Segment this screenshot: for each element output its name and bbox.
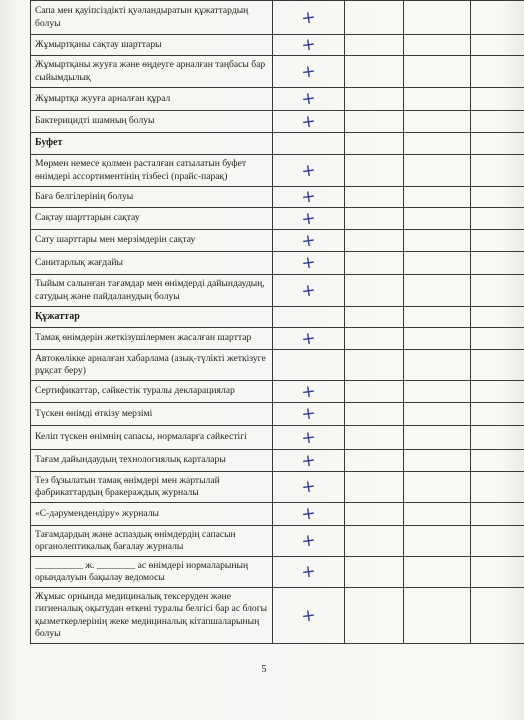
empty-cell: [345, 503, 404, 526]
compliance-mark-cell: [273, 111, 345, 133]
requirement-text: Тағам дайындаудың технологиялық карталары: [31, 450, 273, 472]
checklist-row: [31, 381, 524, 403]
requirement-text: Келіп түскен өнімнің сапасы, нормаларға сәйкестігі: [31, 426, 273, 450]
checklist-row: [31, 35, 524, 56]
checklist-row: [31, 588, 524, 644]
empty-cell: [404, 328, 471, 350]
handwritten-plus-mark: +: [300, 207, 317, 230]
handwritten-plus-mark: +: [300, 403, 317, 425]
section-header-row: [31, 133, 524, 155]
compliance-mark-cell: [273, 588, 345, 644]
checklist-row: [31, 1, 524, 35]
empty-cell: [345, 426, 404, 450]
empty-cell: [471, 111, 524, 133]
handwritten-plus-mark: +: [300, 503, 317, 525]
empty-cell: [404, 588, 471, 644]
empty-cell: [345, 381, 404, 403]
empty-cell: [404, 450, 471, 472]
compliance-mark-cell: [273, 307, 345, 328]
handwritten-plus-mark: [277, 361, 339, 370]
empty-cell: [404, 426, 471, 450]
empty-cell: [345, 403, 404, 426]
compliance-mark-cell: [273, 155, 345, 187]
compliance-mark-cell: [273, 133, 345, 155]
handwritten-plus-mark: +: [300, 229, 317, 252]
checklist-row: [31, 503, 524, 526]
checklist-row: [31, 526, 524, 557]
handwritten-plus-mark: [277, 313, 339, 322]
handwritten-plus-mark: +: [300, 60, 317, 83]
checklist-row: [31, 208, 524, 230]
empty-cell: [404, 557, 471, 588]
empty-cell: [471, 187, 524, 208]
requirement-text: Түскен өнімді өткізу мерзімі: [31, 403, 273, 426]
compliance-mark-cell: [273, 403, 345, 426]
empty-cell: [471, 588, 524, 644]
requirement-text: Сақтау шарттарын сақтау: [31, 208, 273, 230]
empty-cell: [404, 111, 471, 133]
handwritten-plus-mark: +: [300, 327, 317, 350]
compliance-mark-cell: [273, 426, 345, 450]
compliance-mark-cell: [273, 450, 345, 472]
empty-cell: [345, 557, 404, 588]
requirement-text: Сертификаттар, сәйкестік туралы декларациялар: [31, 381, 273, 403]
empty-cell: [404, 155, 471, 187]
requirement-text: Сапа мен қауіпсіздікті қуәландыратын құжаттардың болуы: [31, 1, 273, 35]
handwritten-plus-mark: +: [300, 110, 317, 133]
empty-cell: [471, 381, 524, 403]
handwritten-plus-mark: +: [300, 6, 317, 29]
empty-cell: [404, 526, 471, 557]
empty-cell: [471, 155, 524, 187]
handwritten-plus-mark: +: [300, 159, 317, 182]
requirement-text: Тағамдардың және аспаздық өнімдердің сапасын органолептикалық бағалау журналы: [31, 526, 273, 557]
handwritten-plus-mark: [277, 139, 339, 148]
handwritten-plus-mark: +: [300, 449, 317, 472]
checklist-row: [31, 275, 524, 307]
empty-cell: [345, 350, 404, 381]
requirement-text: Санитарлық жағдайы: [31, 252, 273, 275]
requirement-text: Мөрмен немесе қолмен расталған сатылатын буфет өнімдері ассортиментінің тізбесі (прайс-парақ): [31, 155, 273, 187]
empty-cell: [345, 526, 404, 557]
checklist-row: [31, 56, 524, 88]
requirement-text: «С-дәрумендендіру» журналы: [31, 503, 273, 526]
empty-cell: [345, 208, 404, 230]
empty-cell: [471, 307, 524, 328]
compliance-mark-cell: [273, 1, 345, 35]
requirement-text: Сату шарттары мен мерзімдерін сақтау: [31, 230, 273, 252]
empty-cell: [471, 88, 524, 111]
empty-cell: [404, 472, 471, 503]
handwritten-plus-mark: +: [300, 34, 317, 56]
empty-cell: [404, 88, 471, 111]
empty-cell: [471, 133, 524, 155]
requirement-text: Бактерицидті шамның болуы: [31, 111, 273, 133]
empty-cell: [471, 275, 524, 307]
empty-cell: [404, 381, 471, 403]
empty-cell: [471, 450, 524, 472]
checklist-rows: [31, 1, 524, 644]
checklist-row: [31, 350, 524, 381]
empty-cell: [345, 252, 404, 275]
empty-cell: [471, 35, 524, 56]
checklist-row: [31, 328, 524, 350]
requirement-text: Жұмыртқаны сақтау шарттары: [31, 35, 273, 56]
handwritten-plus-mark: +: [300, 604, 317, 627]
empty-cell: [345, 111, 404, 133]
requirement-text: Баға белгілерінің болуы: [31, 187, 273, 208]
compliance-mark-cell: [273, 187, 345, 208]
compliance-mark-cell: [273, 381, 345, 403]
empty-cell: [404, 133, 471, 155]
empty-cell: [345, 35, 404, 56]
checklist-row: [31, 252, 524, 275]
page-number: 5: [261, 664, 267, 675]
compliance-mark-cell: [273, 503, 345, 526]
inspection-checklist-table: [30, 0, 524, 644]
checklist-row: [31, 187, 524, 208]
handwritten-plus-mark: +: [300, 88, 317, 110]
compliance-mark-cell: [273, 35, 345, 56]
empty-cell: [345, 275, 404, 307]
compliance-mark-cell: [273, 208, 345, 230]
empty-cell: [345, 230, 404, 252]
empty-cell: [345, 155, 404, 187]
empty-cell: [471, 350, 524, 381]
empty-cell: [345, 328, 404, 350]
requirement-text: Жұмыртқаны жууға және өңдеуге арналған таңбасы бар сыйымдылық: [31, 56, 273, 88]
empty-cell: [404, 1, 471, 35]
empty-cell: [471, 1, 524, 35]
empty-cell: [404, 35, 471, 56]
handwritten-plus-mark: +: [300, 279, 317, 302]
section-header-row: [31, 307, 524, 328]
empty-cell: [345, 472, 404, 503]
empty-cell: [345, 450, 404, 472]
empty-cell: [404, 403, 471, 426]
empty-cell: [471, 526, 524, 557]
compliance-mark-cell: [273, 275, 345, 307]
empty-cell: [404, 275, 471, 307]
empty-cell: [404, 230, 471, 252]
checklist-row: [31, 111, 524, 133]
empty-cell: [345, 187, 404, 208]
checklist-row: [31, 426, 524, 450]
empty-cell: [404, 503, 471, 526]
checklist-row: [31, 403, 524, 426]
compliance-mark-cell: [273, 350, 345, 381]
empty-cell: [471, 208, 524, 230]
empty-cell: [471, 503, 524, 526]
empty-cell: [471, 426, 524, 450]
checklist-row: [31, 450, 524, 472]
empty-cell: [345, 56, 404, 88]
empty-cell: [345, 133, 404, 155]
section-title: Құжаттар: [31, 307, 273, 328]
empty-cell: [471, 230, 524, 252]
compliance-mark-cell: [273, 56, 345, 88]
compliance-mark-cell: [273, 472, 345, 503]
handwritten-plus-mark: +: [300, 252, 317, 274]
compliance-mark-cell: [273, 252, 345, 275]
compliance-mark-cell: [273, 328, 345, 350]
checklist-row: [31, 155, 524, 187]
requirement-text: Жұмыртқа жууға арналған құрал: [31, 88, 273, 111]
empty-cell: [471, 403, 524, 426]
empty-cell: [345, 307, 404, 328]
empty-cell: [404, 56, 471, 88]
requirement-text: Тез бұзылатын тамақ өнімдері мен жартылай фабрикаттардың бракераждық журналы: [31, 472, 273, 503]
requirement-text: Автокөлікке арналған хабарлама (азық-түлікті жеткізуге рұқсат беру): [31, 350, 273, 381]
requirement-text: Тамақ өнімдерін жеткізушілермен жасалған шарттар: [31, 328, 273, 350]
section-title: Буфет: [31, 133, 273, 155]
compliance-mark-cell: [273, 557, 345, 588]
compliance-mark-cell: [273, 230, 345, 252]
empty-cell: [404, 208, 471, 230]
requirement-text: __________ ж. ________ ас өнімдері нормаларының орындалуын бақылау ведомосы: [31, 557, 273, 588]
handwritten-plus-mark: +: [300, 561, 317, 583]
requirement-text: Жұмыс орнында медициналық тексеруден және гигиеналық оқытудан өткені туралы белгісі бар ас блогы қызметкерлерінің жеке медициналық кітапшаларының болуы: [31, 588, 273, 644]
empty-cell: [471, 328, 524, 350]
handwritten-plus-mark: +: [300, 426, 317, 449]
handwritten-plus-mark: +: [300, 530, 317, 552]
empty-cell: [345, 588, 404, 644]
requirement-text: Тыйым салынған тағамдар мен өнімдерді дайындаудың, сатудың және пайдаланудың болуы: [31, 275, 273, 307]
empty-cell: [471, 56, 524, 88]
handwritten-plus-mark: +: [300, 476, 317, 498]
empty-cell: [404, 307, 471, 328]
empty-cell: [404, 187, 471, 208]
empty-cell: [471, 557, 524, 588]
checklist-row: [31, 472, 524, 503]
checklist-row: [31, 230, 524, 252]
empty-cell: [471, 472, 524, 503]
empty-cell: [345, 88, 404, 111]
handwritten-plus-mark: +: [300, 186, 317, 208]
checklist-row: [31, 557, 524, 588]
empty-cell: [404, 350, 471, 381]
handwritten-plus-mark: +: [300, 380, 317, 403]
compliance-mark-cell: [273, 526, 345, 557]
compliance-mark-cell: [273, 88, 345, 111]
empty-cell: [404, 252, 471, 275]
empty-cell: [345, 1, 404, 35]
checklist-row: [31, 88, 524, 111]
empty-cell: [471, 252, 524, 275]
